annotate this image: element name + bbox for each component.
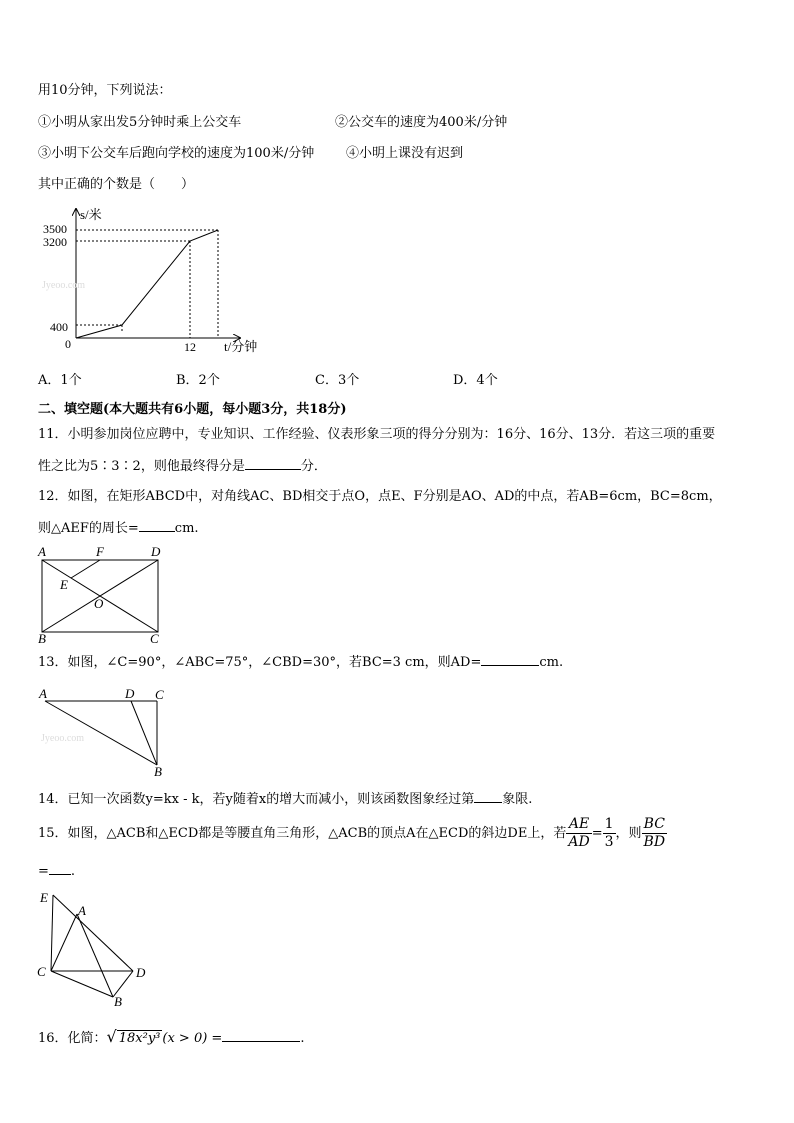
q10-statement-2: ②公交车的速度为400米/分钟 — [335, 115, 508, 130]
q11-text-end: 分． — [300, 459, 327, 474]
label-f: F — [96, 544, 104, 559]
q10-statement-3: ③小明下公交车后跑向学校的速度为100米/分钟 — [38, 146, 315, 161]
segment-ca — [51, 914, 77, 971]
label-b: B — [114, 994, 122, 1009]
label-a: A — [38, 544, 46, 559]
triangle-figure-13 — [33, 683, 173, 778]
q13-text: 13．如图，∠C=90°，∠ABC=75°，∠CBD=30°，若BC=3 cm，则AD= — [38, 655, 482, 670]
q14-text-end: 象限. — [502, 792, 533, 807]
fraction-bc-bd — [642, 816, 668, 851]
q10-option-b: B．2个 — [176, 373, 220, 388]
q10-intro: 用10分钟，下列说法： — [38, 83, 172, 98]
q16-text: 16．化简： — [38, 1031, 107, 1046]
label-e: E — [40, 890, 48, 905]
x-axis-label: t/分钟 — [224, 339, 258, 354]
equals-sign: = — [591, 826, 603, 841]
q13-line — [38, 653, 563, 672]
label-d: D — [151, 544, 161, 559]
q10-statement-4: ④小明上课没有迟到 — [346, 146, 464, 161]
triangle-figure-15 — [33, 885, 158, 1010]
q11-line-2 — [38, 457, 327, 476]
q10-option-a: A．1个 — [38, 373, 82, 388]
distance-time-graph — [30, 205, 270, 357]
label-b: B — [154, 764, 162, 779]
q10-option-d: D．4个 — [453, 373, 498, 388]
fraction-denominator: BD — [643, 834, 666, 850]
fraction-one-third — [603, 816, 616, 851]
q10-option-c: C．3个 — [315, 373, 360, 388]
y-axis-label: s/米 — [80, 207, 102, 222]
q15-answer-blank[interactable] — [49, 862, 71, 875]
q15-line-1 — [38, 816, 667, 852]
q12-text: 则△AEF的周长= — [38, 521, 139, 536]
section-title: 二、填空题(本大题共有6小题，每小题3分，共18分) — [38, 402, 347, 417]
q12-line-2 — [38, 519, 199, 538]
fraction-numerator: 1 — [604, 816, 614, 832]
q14-text: 14．已知一次函数y=kx - k，若y随着x的增大而减小，则该函数图象经过第 — [38, 792, 475, 807]
label-a: A — [39, 686, 47, 701]
figure-watermark: Jyeoo.com — [41, 733, 85, 744]
fraction-ae-ad — [566, 816, 591, 851]
label-d: D — [136, 965, 146, 980]
x-tick-12: 12 — [184, 340, 196, 354]
segment-ed — [53, 895, 133, 971]
q15-text: 15．如图，△ACB和△ECD都是等腰直角三角形，△ACB的顶点A在△ECD的斜边DE上，若 — [38, 826, 567, 841]
label-c: C — [155, 687, 164, 702]
y-tick-3200: 3200 — [43, 235, 67, 249]
q15-line-2 — [38, 862, 75, 881]
q11-text: 性之比为5∶3∶2，则他最终得分是 — [38, 459, 245, 474]
q15-text-end: . — [70, 864, 76, 879]
label-a: A — [78, 903, 86, 918]
fraction-numerator: BC — [642, 816, 668, 834]
y-tick-400: 400 — [50, 320, 68, 334]
q16-line — [38, 1026, 304, 1050]
fraction-denominator: 3 — [604, 834, 614, 850]
q16-condition: (x > 0) = — [162, 1031, 223, 1046]
graph-watermark: Jyeoo.com — [42, 280, 86, 291]
q12-line-1: 12．如图，在矩形ABCD中，对角线AC、BD相交于点O，点E、F分别是AO、AD的中点，若AB=6cm，BC=8cm， — [38, 489, 722, 504]
rectangle-figure — [33, 543, 173, 648]
segment-ec — [51, 895, 53, 971]
q12-text-end: cm. — [174, 521, 199, 536]
q11-line-1: 11．小明参加岗位应聘中，专业知识、工作经验、仪表形象三项的得分分别为：16分、16分、13分．若这三项的重要 — [38, 427, 716, 442]
q15-text-mid: ，则 — [615, 826, 642, 841]
y-tick-0: 0 — [65, 337, 71, 351]
q12-answer-blank[interactable] — [139, 519, 175, 532]
label-c: C — [37, 964, 46, 979]
q10-question: 其中正确的个数是（ ） — [38, 177, 195, 192]
segment-db — [131, 701, 157, 765]
q16-text-end: . — [300, 1031, 305, 1046]
label-e: E — [60, 577, 68, 592]
distance-line — [76, 230, 218, 338]
q10-statement-1: ①小明从家出发5分钟时乘上公交车 — [38, 115, 242, 130]
fraction-denominator: AD — [568, 834, 590, 850]
sqrt-sign: √ — [106, 1027, 117, 1046]
segment-ef — [71, 560, 100, 578]
q14-answer-blank[interactable] — [474, 790, 502, 803]
fraction-numerator: AE — [566, 816, 591, 834]
q15-equals: = — [38, 864, 49, 879]
label-d: D — [125, 686, 135, 701]
q11-answer-blank[interactable] — [245, 457, 301, 470]
y-tick-3500: 3500 — [43, 222, 67, 236]
q13-answer-blank[interactable] — [481, 653, 539, 666]
sqrt-radicand: 18x²y³ — [118, 1031, 161, 1046]
q16-answer-blank[interactable] — [222, 1029, 300, 1042]
q13-text-end: cm. — [539, 655, 564, 670]
label-c: C — [150, 631, 159, 646]
label-b: B — [38, 631, 46, 646]
label-o: O — [94, 596, 104, 611]
q14-line — [38, 790, 532, 809]
